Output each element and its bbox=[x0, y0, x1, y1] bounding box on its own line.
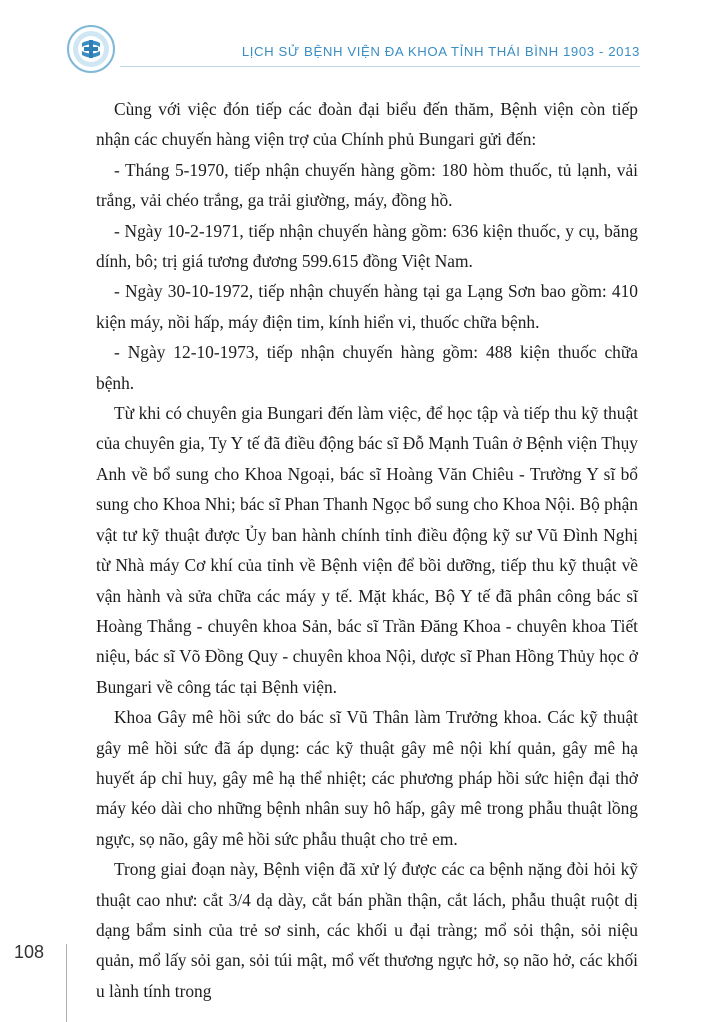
paragraph: Từ khi có chuyên gia Bungari đến làm việc, để học tập và tiếp thu kỹ thuật của chuyên gia, Ty Y tế đã điều động bác sĩ Đỗ Mạnh Tuân ở Bệnh viện Thụy Anh về bổ sung cho Khoa Ngoại, bác sĩ Hoàng Văn Chiêu - Trường Y sĩ bổ sung cho Khoa Nhi; bác sĩ Phan Thanh Ngọc bổ sung cho Khoa Nội. Bộ phận vật tư kỹ thuật được Ủy ban hành chính tỉnh điều động kỹ sư Vũ Đình Nghị từ Nhà máy Cơ khí của tỉnh về Bệnh viện để bồi dưỡng, tiếp thu kỹ thuật về vận hành và sửa chữa các máy y tế. Mặt khác, Bộ Y tế đã phân công bác sĩ Hoàng Thắng - chuyên khoa Sản, bác sĩ Trần Đăng Khoa - chuyên khoa Tiết niệu, bác sĩ Võ Đồng Quy - chuyên khoa Nội, dược sĩ Phan Hồng Thủy học ở Bungari về công tác tại Bệnh viện. bbox=[96, 403, 638, 697]
page-number: 108 bbox=[14, 942, 45, 962]
header-title: LỊCH SỬ BỆNH VIỆN ĐA KHOA TỈNH THÁI BÌNH 1903 - 2013 bbox=[241, 44, 640, 59]
paragraph: Khoa Gây mê hồi sức do bác sĩ Vũ Thân làm Trưởng khoa. Các kỹ thuật gây mê hồi sức đã áp dụng: các kỹ thuật gây mê nội khí quản, gây mê hạ huyết áp chỉ huy, gây mê hạ thể nhiệt; các phương pháp hồi sức hiện đại thở máy kéo dài cho những bệnh nhân suy hô hấp, gây mê trong phẫu thuật lồng ngực, sọ não, gây mê hồi sức phẫu thuật cho trẻ em. bbox=[96, 707, 638, 849]
hospital-logo-icon bbox=[66, 24, 116, 74]
paragraph: Cùng với việc đón tiếp các đoàn đại biểu đến thăm, Bệnh viện còn tiếp nhận các chuyến hàng viện trợ của Chính phủ Bungari gửi đến: bbox=[96, 99, 638, 150]
paragraph: Trong giai đoạn này, Bệnh viện đã xử lý được các ca bệnh nặng đòi hỏi kỹ thuật cao như: cắt 3/4 dạ dày, cắt bán phần thận, cắt lách, phẫu thuật ruột dị dạng bẩm sinh của trẻ sơ sinh, các khối u đại tràng; mổ sỏi thận, sỏi niệu quản, mổ lấy sỏi gan, sỏi túi mật, mổ vết thương ngực hở, sọ não hở, các khối u lành tính trong bbox=[96, 859, 638, 1001]
body-text bbox=[96, 94, 638, 1006]
header-divider bbox=[120, 66, 640, 67]
list-item: - Ngày 30-10-1972, tiếp nhận chuyến hàng tại ga Lạng Sơn bao gồm: 410 kiện máy, nồi hấp, máy điện tim, kính hiển vi, thuốc chữa bệnh. bbox=[96, 281, 638, 332]
list-item: - Ngày 12-10-1973, tiếp nhận chuyến hàng gồm: 488 kiện thuốc chữa bệnh. bbox=[96, 342, 638, 393]
list-item: - Ngày 10-2-1971, tiếp nhận chuyến hàng gồm: 636 kiện thuốc, y cụ, băng dính, bô; trị giá tương đương 599.615 đồng Việt Nam. bbox=[96, 220, 638, 272]
list-item: - Tháng 5-1970, tiếp nhận chuyến hàng gồm: 180 hòm thuốc, tủ lạnh, vải trắng, vải chéo trắng, ga trải giường, máy, đồng hồ. bbox=[96, 159, 638, 211]
page-number-divider bbox=[66, 944, 67, 1022]
